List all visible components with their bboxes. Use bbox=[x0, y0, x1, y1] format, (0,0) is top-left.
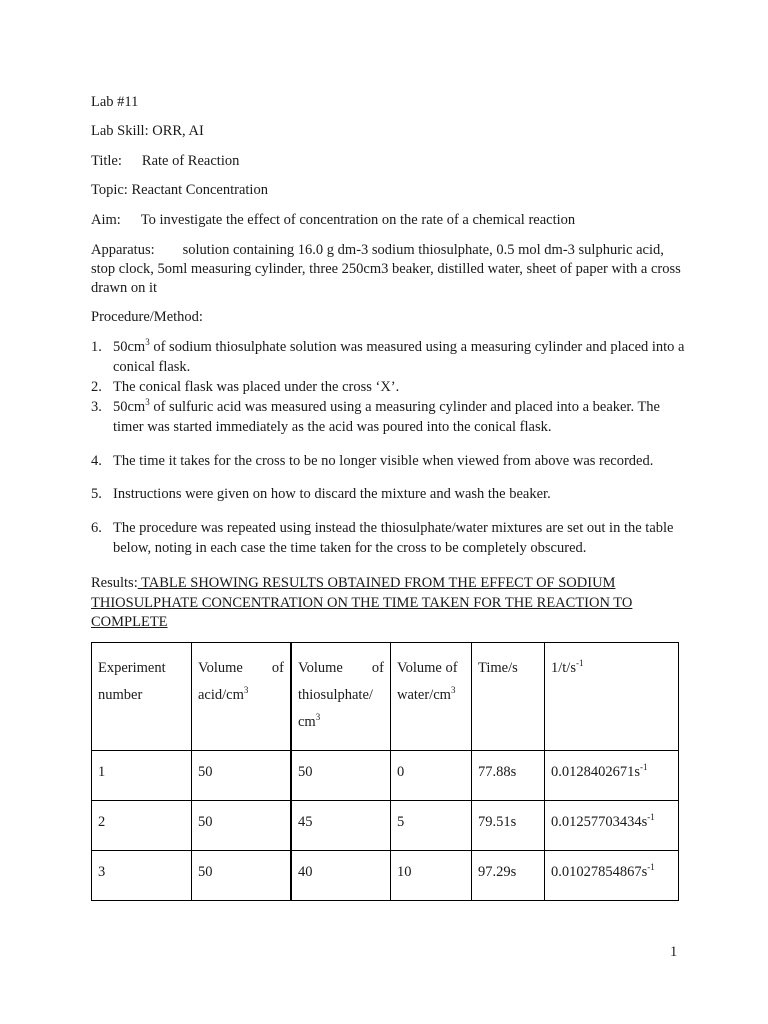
step-number: 2. bbox=[91, 379, 102, 395]
header-thio-line1 bbox=[298, 655, 384, 682]
step-number: 6. bbox=[91, 520, 102, 536]
cell-acid: 50 bbox=[192, 851, 292, 901]
step-number: 3. bbox=[91, 399, 102, 415]
header-acid bbox=[192, 643, 292, 751]
procedure-step-6 bbox=[91, 518, 691, 558]
cell-water: 10 bbox=[391, 851, 472, 901]
lab-number: Lab #11 bbox=[91, 94, 139, 110]
cell-thiosulphate: 40 bbox=[291, 851, 391, 901]
cell-acid: 50 bbox=[192, 801, 292, 851]
cell-rate bbox=[545, 851, 679, 901]
cell-acid: 50 bbox=[192, 751, 292, 801]
procedure-step-4 bbox=[91, 451, 691, 471]
cell-thiosulphate: 45 bbox=[291, 801, 391, 851]
results-label: Results: bbox=[91, 575, 138, 591]
header-time-text: Time/s bbox=[478, 660, 518, 676]
page-number: 1 bbox=[670, 944, 678, 960]
header-thio-sup: 3 bbox=[315, 712, 321, 722]
title-line bbox=[91, 153, 239, 170]
header-thio-line2: thiosulphate/ bbox=[298, 687, 373, 703]
header-water-line2 bbox=[397, 682, 465, 709]
table-row bbox=[92, 851, 679, 901]
apparatus-label: Apparatus: bbox=[91, 242, 155, 258]
procedure-step-1 bbox=[91, 337, 691, 377]
header-thio-of: of bbox=[371, 660, 384, 676]
header-thio-unit: cm bbox=[298, 714, 316, 730]
cell-rate-value: 0.0128402671s bbox=[551, 764, 641, 780]
header-water bbox=[391, 643, 472, 751]
step-number: 5. bbox=[91, 486, 102, 502]
aim-value: To investigate the effect of concentration on the rate of a chemical reaction bbox=[140, 212, 576, 228]
header-rate-line bbox=[551, 655, 672, 682]
step-text: The conical flask was placed under the cross ‘X’. bbox=[113, 379, 400, 395]
header-thiosulphate bbox=[291, 643, 391, 751]
header-acid-line1 bbox=[198, 655, 284, 682]
apparatus-paragraph bbox=[91, 241, 681, 298]
step-quantity: 50cm bbox=[113, 399, 146, 415]
step-text: of sodium thiosulphate solution was measured using a measuring cylinder and placed into a conical flask. bbox=[113, 339, 685, 375]
topic-line: Topic: Reactant Concentration bbox=[91, 182, 268, 198]
step-text: The time it takes for the cross to be no longer visible when viewed from above was recorded. bbox=[113, 453, 654, 469]
step-number: 1. bbox=[91, 339, 102, 355]
header-acid-unit: acid/cm bbox=[198, 687, 244, 703]
header-rate-sup: -1 bbox=[575, 658, 584, 668]
results-table-title: TABLE SHOWING RESULTS OBTAINED FROM THE EFFECT OF SODIUM THIOSULPHATE CONCENTRATION ON THE TIME TAKEN FOR THE REACTION TO COMPLETE bbox=[91, 575, 633, 630]
procedure-heading: Procedure/Method: bbox=[91, 309, 203, 325]
cell-water: 5 bbox=[391, 801, 472, 851]
cell-rate-value: 0.01027854867s bbox=[551, 864, 648, 880]
header-experiment bbox=[92, 643, 192, 751]
aim-line bbox=[91, 212, 575, 229]
aim-label: Aim: bbox=[91, 212, 121, 228]
header-acid-sup: 3 bbox=[243, 685, 249, 695]
results-table bbox=[91, 642, 679, 901]
step-text: Instructions were given on how to discard the mixture and wash the beaker. bbox=[113, 486, 551, 502]
step-quantity: 50cm bbox=[113, 339, 146, 355]
header-thio-line3 bbox=[298, 709, 384, 736]
header-time bbox=[472, 643, 545, 751]
step-text: of sulfuric acid was measured using a measuring cylinder and placed into a beaker. The timer was started immediately as the acid was poured into the conical flask. bbox=[113, 399, 660, 435]
header-rate bbox=[545, 643, 679, 751]
cell-rate-sup: -1 bbox=[647, 862, 655, 872]
table-row bbox=[92, 751, 679, 801]
cell-time: 77.88s bbox=[472, 751, 545, 801]
cell-rate-sup: -1 bbox=[640, 762, 648, 772]
cell-experiment: 2 bbox=[92, 801, 192, 851]
cell-water: 0 bbox=[391, 751, 472, 801]
procedure-steps bbox=[91, 337, 691, 558]
apparatus-value: solution containing 16.0 g dm-3 sodium thiosulphate, 0.5 mol dm-3 sulphuric acid, stop clock, 5oml measuring cylinder, three 250cm3 beaker, distilled water, sheet of paper with a cross drawn on it bbox=[91, 242, 681, 296]
cell-rate bbox=[545, 801, 679, 851]
header-experiment-line2: number bbox=[98, 687, 143, 703]
table-row bbox=[92, 801, 679, 851]
cell-time: 79.51s bbox=[472, 801, 545, 851]
step-number: 4. bbox=[91, 453, 102, 469]
header-acid-line2 bbox=[198, 682, 284, 709]
header-rate-text: 1/t/s bbox=[551, 660, 576, 676]
procedure-step-5 bbox=[91, 484, 691, 504]
results-caption bbox=[91, 574, 681, 633]
cell-rate-sup: -1 bbox=[647, 812, 655, 822]
cell-experiment: 3 bbox=[92, 851, 192, 901]
header-acid-of: of bbox=[271, 660, 284, 676]
header-acid-word: Volume bbox=[198, 660, 243, 676]
step-text: The procedure was repeated using instead the thiosulphate/water mixtures are set out in the table below, noting in each case the time taken for the cross to be completely obscured. bbox=[113, 520, 674, 556]
cell-time: 97.29s bbox=[472, 851, 545, 901]
lab-skill: Lab Skill: ORR, AI bbox=[91, 123, 204, 139]
procedure-step-3 bbox=[91, 397, 691, 437]
step-superscript: 3 bbox=[145, 397, 150, 407]
cell-thiosulphate: 50 bbox=[291, 751, 391, 801]
step-superscript: 3 bbox=[145, 337, 150, 347]
cell-rate-value: 0.01257703434s bbox=[551, 814, 648, 830]
header-water-line1: Volume of bbox=[397, 660, 458, 676]
cell-experiment: 1 bbox=[92, 751, 192, 801]
title-label: Title: bbox=[91, 153, 122, 169]
header-water-sup: 3 bbox=[450, 685, 456, 695]
header-experiment-line1: Experiment bbox=[98, 660, 166, 676]
title-value: Rate of Reaction bbox=[141, 153, 240, 169]
table-header-row bbox=[92, 643, 679, 751]
procedure-step-2 bbox=[91, 377, 691, 397]
cell-rate bbox=[545, 751, 679, 801]
header-water-unit: water/cm bbox=[397, 687, 451, 703]
header-thio-word: Volume bbox=[298, 660, 343, 676]
